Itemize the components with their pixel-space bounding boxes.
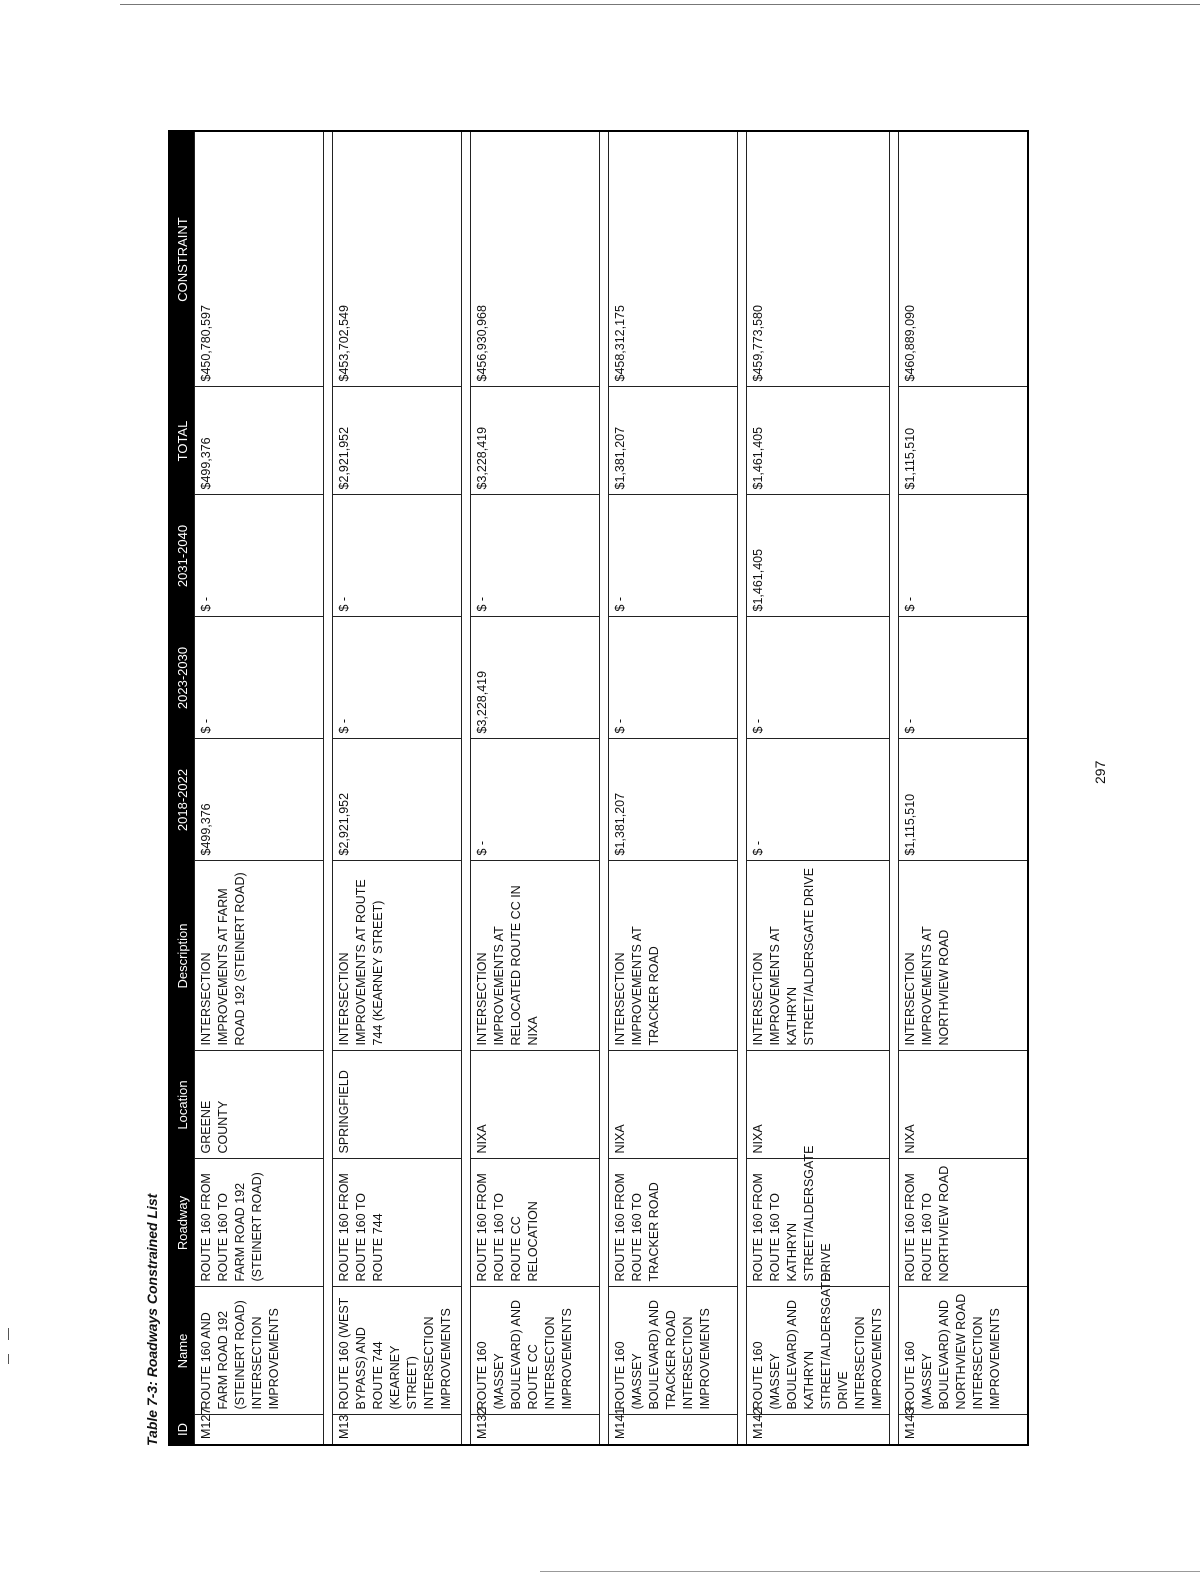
row-spacer xyxy=(462,131,471,1445)
id-cell: M143 xyxy=(899,1415,1029,1445)
description-cell: INTERSECTION IMPROVEMENTS AT KATHRYN STREET/ALDERSGATE DRIVE xyxy=(747,861,890,1051)
currency-value: $ - xyxy=(751,718,765,734)
currency-value: $ - xyxy=(613,596,627,612)
table-caption: Table 7-3: Roadways Constrained List xyxy=(144,1193,160,1446)
table-row xyxy=(195,131,324,1445)
table-row xyxy=(609,131,738,1445)
currency-value: $ - xyxy=(903,596,917,612)
constraint-cell: $459,773,580 xyxy=(747,131,890,387)
currency-value: $ - xyxy=(475,596,489,612)
name-cell: ROUTE 160 (WEST BYPASS) AND ROUTE 744 (KEARNEY STREET) INTERSECTION IMPROVEMENTS xyxy=(333,1287,462,1415)
total-cell: $1,461,405 xyxy=(747,387,890,495)
currency-value: $ - xyxy=(903,718,917,734)
scan-edge-top xyxy=(120,4,1200,5)
currency-value: $ - xyxy=(337,718,351,734)
column-header: 2031-2040 xyxy=(169,495,195,617)
period-2023-2030-cell: $3,228,419 xyxy=(471,617,600,739)
period-2023-2030-cell xyxy=(333,617,462,739)
id-cell: M127 xyxy=(195,1415,324,1445)
location-cell: NIXA xyxy=(899,1051,1029,1159)
table-row xyxy=(333,131,462,1445)
column-header: ID xyxy=(169,1415,195,1445)
description-cell: INTERSECTION IMPROVEMENTS AT TRACKER ROAD xyxy=(609,861,738,1051)
name-cell: ROUTE 160 (MASSEY BOULEVARD) AND TRACKER ROAD INTERSECTION IMPROVEMENTS xyxy=(609,1287,738,1415)
row-spacer xyxy=(890,131,899,1445)
constraint-cell: $453,702,549 xyxy=(333,131,462,387)
currency-value: $ - xyxy=(199,596,213,612)
description-cell: INTERSECTION IMPROVEMENTS AT RELOCATED ROUTE CC IN NIXA xyxy=(471,861,600,1051)
id-cell: M132 xyxy=(471,1415,600,1445)
row-spacer-cell xyxy=(324,131,333,1445)
table-body xyxy=(195,131,1029,1445)
currency-value: $ - xyxy=(199,718,213,734)
row-spacer xyxy=(738,131,747,1445)
column-header: Location xyxy=(169,1051,195,1159)
period-2023-2030-cell xyxy=(609,617,738,739)
id-cell: M142 xyxy=(747,1415,890,1445)
column-header: CONSTRAINT xyxy=(169,131,195,387)
constraint-cell: $450,780,597 xyxy=(195,131,324,387)
row-spacer-cell xyxy=(462,131,471,1445)
period-2031-2040-cell: $1,461,405 xyxy=(747,495,890,617)
scan-edge-bottom xyxy=(540,1571,1200,1572)
description-cell: INTERSECTION IMPROVEMENTS AT ROUTE 744 (KEARNEY STREET) xyxy=(333,861,462,1051)
constraint-cell: $458,312,175 xyxy=(609,131,738,387)
period-2018-2022-cell: $1,115,510 xyxy=(899,739,1029,861)
roadway-cell: ROUTE 160 FROM ROUTE 160 TO NORTHVIEW ROAD xyxy=(899,1159,1029,1287)
period-2031-2040-cell xyxy=(471,495,600,617)
column-header: Roadway xyxy=(169,1159,195,1287)
period-2031-2040-cell xyxy=(609,495,738,617)
roadway-cell: ROUTE 160 FROM ROUTE 160 TO ROUTE 744 xyxy=(333,1159,462,1287)
row-spacer xyxy=(600,131,609,1445)
period-2023-2030-cell xyxy=(747,617,890,739)
column-header: 2023-2030 xyxy=(169,617,195,739)
currency-value: $ - xyxy=(613,718,627,734)
table-row xyxy=(747,131,890,1445)
column-header: Name xyxy=(169,1287,195,1415)
currency-value: $ - xyxy=(475,840,489,856)
name-cell: ROUTE 160 AND FARM ROAD 192 (STEINERT ROAD) INTERSECTION IMPROVEMENTS xyxy=(195,1287,324,1415)
column-header: Description xyxy=(169,861,195,1051)
column-header: 2018-2022 xyxy=(169,739,195,861)
roadway-cell: ROUTE 160 FROM ROUTE 160 TO TRACKER ROAD xyxy=(609,1159,738,1287)
description-cell: INTERSECTION IMPROVEMENTS AT FARM ROAD 192 (STEINERT ROAD) xyxy=(195,861,324,1051)
currency-value: $ - xyxy=(751,840,765,856)
row-spacer xyxy=(324,131,333,1445)
name-cell: ROUTE 160 (MASSEY BOULEVARD) AND KATHRYN STREET/ALDERSGATE DRIVE INTERSECTION IMPROVEMENTS xyxy=(747,1287,890,1415)
page-number: 297 xyxy=(1092,760,1108,784)
total-cell: $1,381,207 xyxy=(609,387,738,495)
period-2018-2022-cell xyxy=(747,739,890,861)
id-cell: M13 xyxy=(333,1415,462,1445)
row-spacer-cell xyxy=(890,131,899,1445)
location-cell: GREENE COUNTY xyxy=(195,1051,324,1159)
constraint-cell: $456,930,968 xyxy=(471,131,600,387)
rotated-table-region xyxy=(140,122,1000,1446)
id-cell: M141 xyxy=(609,1415,738,1445)
roadways-constrained-table xyxy=(168,130,1029,1446)
period-2018-2022-cell: $1,381,207 xyxy=(609,739,738,861)
table-row xyxy=(471,131,600,1445)
period-2018-2022-cell: $2,921,952 xyxy=(333,739,462,861)
total-cell: $2,921,952 xyxy=(333,387,462,495)
column-header: TOTAL xyxy=(169,387,195,495)
period-2023-2030-cell xyxy=(899,617,1029,739)
currency-value: $ - xyxy=(337,596,351,612)
scan-mark xyxy=(8,1354,9,1364)
location-cell: NIXA xyxy=(609,1051,738,1159)
row-spacer-cell xyxy=(600,131,609,1445)
roadway-cell: ROUTE 160 FROM ROUTE 160 TO FARM ROAD 192 (STEINERT ROAD) xyxy=(195,1159,324,1287)
total-cell: $499,376 xyxy=(195,387,324,495)
location-cell: NIXA xyxy=(747,1051,890,1159)
scan-mark xyxy=(8,1328,9,1340)
name-cell: ROUTE 160 (MASSEY BOULEVARD) AND NORTHVIEW ROAD INTERSECTION IMPROVEMENTS xyxy=(899,1287,1029,1415)
description-cell: INTERSECTION IMPROVEMENTS AT NORTHVIEW ROAD xyxy=(899,861,1029,1051)
total-cell: $1,115,510 xyxy=(899,387,1029,495)
row-spacer-cell xyxy=(738,131,747,1445)
roadway-cell: ROUTE 160 FROM ROUTE 160 TO ROUTE CC RELOCATION xyxy=(471,1159,600,1287)
period-2031-2040-cell xyxy=(333,495,462,617)
period-2031-2040-cell xyxy=(899,495,1029,617)
table-header-row xyxy=(169,131,195,1445)
period-2018-2022-cell xyxy=(471,739,600,861)
name-cell: ROUTE 160 (MASSEY BOULEVARD) AND ROUTE CC INTERSECTION IMPROVEMENTS xyxy=(471,1287,600,1415)
total-cell: $3,228,419 xyxy=(471,387,600,495)
roadway-cell: ROUTE 160 FROM ROUTE 160 TO KATHRYN STREET/ALDERSGATE DRIVE xyxy=(747,1159,890,1287)
location-cell: NIXA xyxy=(471,1051,600,1159)
period-2023-2030-cell xyxy=(195,617,324,739)
location-cell: SPRINGFIELD xyxy=(333,1051,462,1159)
period-2031-2040-cell xyxy=(195,495,324,617)
constraint-cell: $460,889,090 xyxy=(899,131,1029,387)
period-2018-2022-cell: $499,376 xyxy=(195,739,324,861)
table-row xyxy=(899,131,1029,1445)
